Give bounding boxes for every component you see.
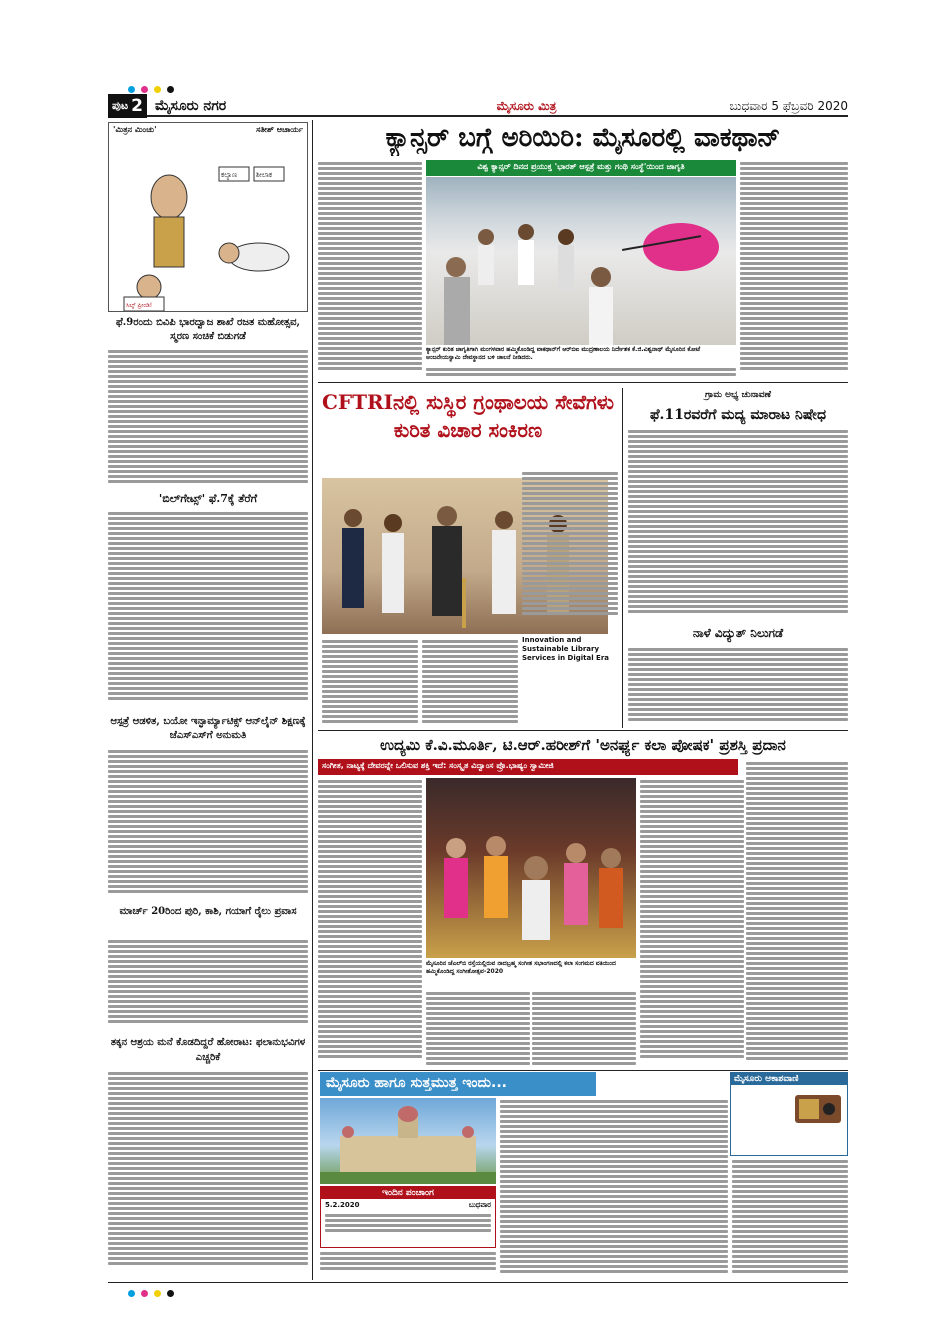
rule: [318, 730, 848, 731]
award-subheadline: ಸಂಗೀತ, ನಾಟ್ಯಕ್ಕೆ ದೇವರನ್ನೇ ಒಲಿಸುವ ಶಕ್ತಿ ಇದೆ: ಸಂಸ್ಕೃತ ವಿದ್ವಾಂಸ ಪ್ರೊ.ಭಾಷ್ಯಂ ಸ್ವಾಮೀಜಿ: [318, 759, 738, 775]
lead-story-col3: [740, 160, 848, 375]
cftri-story-col2: [422, 638, 518, 728]
panchanga: [320, 1186, 496, 1248]
left-story-3: [108, 748, 308, 900]
left-headline-4: ಮಾರ್ಚ್ 20ರಿಂದ ಪುರಿ, ಕಾಶಿ, ಗಯಾಗೆ ರೈಲು ಪ್ರವಾಸ: [119, 906, 297, 917]
rule: [108, 1282, 848, 1283]
left-headline-2: 'ಬಿಲ್‌ಗೇಟ್ಸ್' ಫೆ.7ಕ್ಕೆ ತೆರೆಗೆ: [158, 492, 258, 505]
award-photo: [426, 778, 636, 958]
lead-story-bottom: [426, 366, 736, 380]
page-label: ಪುಟ: [112, 99, 129, 112]
panchanga-day: ಬುಧವಾರ: [468, 1201, 491, 1209]
rule: [318, 1070, 848, 1071]
cartoon-label-2: ಶೀಲಾಕ: [256, 171, 273, 179]
left-story-2: [108, 510, 308, 710]
award-story-col3: [532, 990, 636, 1068]
award-story-col2: [426, 990, 530, 1068]
cftri-story-col3: [522, 470, 618, 728]
lead-banner: ವಿಶ್ವ ಕ್ಯಾನ್ಸರ್ ದಿನದ ಪ್ರಯುಕ್ತ 'ಭಾರತ್ ಆಸ್ಪತ್ರೆ ಮತ್ತು ಗಂಥಿ ಸಂಸ್ಥೆ'ಯಿಂದ ಜಾಗೃತಿ: [426, 160, 736, 176]
right-story-2: [628, 646, 848, 728]
award-story-col1: [318, 778, 422, 1068]
registration-dots: [128, 86, 174, 93]
today-bar: ಮೈಸೂರು ಹಾಗೂ ಸುತ್ತಮುತ್ತ ಇಂದು...: [320, 1072, 596, 1096]
walkathon-photo: [426, 177, 736, 345]
registration-dots-bottom: [128, 1290, 174, 1297]
today-list-col1: [320, 1250, 496, 1280]
column-rule: [312, 120, 313, 1280]
left-headline-1: ಫೆ.9ರಂದು ಬಿವಿಪಿ ಭಾರದ್ವಾಜ ಶಾಖೆ ರಜತ ಮಹೋತ್ಸವ, ಸ್ಮರಣ ಸಂಚಿಕೆ ಬಿಡುಗಡೆ: [115, 317, 300, 342]
akashavani-box: [730, 1072, 848, 1156]
left-headline-3: ಆಸ್ಪತ್ರೆ ಆಡಳಿತ, ಬಯೋ ಇನ್ಫಾರ್ಮ್ಯಾಟಿಕ್ಸ್ ಆನ್‌ಲೈನ್ ಶಿಕ್ಷಣಕ್ಕೆ ಜೆಎಸ್‌ಎಸ್‌ಗೆ ಅನುಮತಿ: [110, 716, 306, 741]
column-rule: [622, 388, 623, 728]
award-story-col4: [640, 778, 744, 1068]
lead-headline: ಕ್ಯಾನ್ಸರ್ ಬಗ್ಗೆ ಅರಿಯಿರಿ: ಮೈಸೂರಲ್ಲಿ ವಾಕಥಾನ್: [385, 123, 781, 153]
cartoon-artist: ಸತೀಶ್ ಆಚಾರ್ಯ: [256, 125, 303, 134]
page-header: [108, 97, 848, 117]
issue-date: ಬುಧವಾರ 5 ಫೆಬ್ರವರಿ 2020: [729, 98, 848, 113]
cartoon-label-3: ಸಿಲ್ಕ್ ಪ್ರೀಂಡಿ!: [126, 302, 153, 309]
right-story-1: [628, 428, 848, 624]
left-story-1: [108, 348, 308, 488]
right-headline-2: ನಾಳೆ ವಿದ್ಯುತ್ ನಿಲುಗಡೆ: [692, 626, 784, 640]
cftri-tagline: Innovation and Sustainable Library Services in Digital Era: [522, 636, 618, 664]
akashavani-list: [732, 1158, 848, 1280]
right-headline-1: ಫೆ.11ರವರೆಗೆ ಮದ್ಯ ಮಾರಾಟ ನಿಷೇಧ: [650, 407, 826, 423]
radio-icon: [793, 1089, 843, 1125]
left-story-5: [108, 1070, 308, 1280]
panchanga-title: ಇಂದಿನ ಪಂಚಾಂಗ: [321, 1187, 495, 1199]
akashavani-title: ಮೈಸೂರು ಆಕಾಶವಾಣಿ: [731, 1073, 847, 1085]
lead-photo-caption: ಕ್ಯಾನ್ಸರ್ ಕುರಿತ ಜಾಗೃತಿಗಾಗಿ ಮಂಗಳವಾರ ಹಮ್ಮಿಕೊಂಡಿದ್ದ ವಾಕಥಾನ್‌ಗೆ ಆರ್‌ಬಿಐ ಮುದ್ರಣಾಲಯ ನಿರ್ದೇಶಕ ಕೆ.ಜಿ.ವಿಶ್ವನಾಥ್ ಮೈಸೂರಿನ ಕೋಟೆ ಆಂಜನೇಯಸ್ವಾಮಿ ದೇವಸ್ಥಾನದ ಬಳಿ ಚಾಲನೆ ನೀಡಿದರು.: [426, 346, 701, 361]
panchanga-date: 5.2.2020: [325, 1201, 360, 1209]
cftri-headline: CFTRIನಲ್ಲಿ ಸುಸ್ಥಿರ ಗ್ರಂಥಾಲಯ ಸೇವೆಗಳು ಕುರಿತ ವಿಚಾರ ಸಂಕಿರಣ: [321, 390, 615, 442]
left-story-4: [108, 938, 308, 1030]
palace-photo: [320, 1098, 496, 1184]
today-list-col2: [500, 1098, 728, 1280]
rule: [318, 382, 848, 383]
page-number-badge: [108, 94, 147, 118]
right-kicker: ಗ್ರಾಮ ಅಭ್ಯ ಚುನಾವಣೆ: [704, 390, 772, 400]
left-headline-5: ತಕ್ಕನ ಆಶ್ರಯ ಮನೆ ಕೊಡದಿದ್ದರೆ ಹೋರಾಟ: ಫಲಾನುಭವಿಗಳ ಎಚ್ಚರಿಕೆ: [110, 1037, 306, 1063]
award-story-col5: [746, 760, 848, 1068]
lead-story-col1: [318, 160, 422, 375]
cartoon: [108, 122, 308, 312]
award-headline: ಉದ್ಯಮಿ ಕೆ.ವಿ.ಮೂರ್ತಿ, ಟಿ.ಆರ್.ಹರೀಶ್‌ಗೆ 'ಅನರ್ಘ್ಯ ಕಲಾ ಪೋಷಕ' ಪ್ರಶಸ್ತಿ ಪ್ರದಾನ: [380, 736, 786, 754]
award-photo-caption: ಮೈಸೂರಿನ ಜೆಎಲ್‌ಬಿ ರಸ್ತೆಯಲ್ಲಿರುವ ನಾದಬ್ರಹ್ಮ ಸಂಗೀತ ಸಭಾಂಗಣದಲ್ಲಿ ಕಲಾ ಸಂಗಮದ ವತಿಯಿಂದ ಹಮ್ಮಿಕೊಂಡಿದ್ದ ಸಂಗೀತೋತ್ಸವ-2020: [426, 960, 616, 975]
cftri-story-col1: [322, 638, 418, 728]
masthead: ಮೈಸೂರು ಮಿತ್ರ: [496, 98, 557, 113]
page-number: 2: [131, 96, 143, 116]
cartoon-label-1: ಕಲ್ಯಾಣ: [221, 171, 238, 179]
section-title: ಮೈಸೂರು ನಗರ: [154, 98, 227, 114]
cartoon-title: 'ಮಿತ್ರನ ಮಿಂಚು': [113, 125, 157, 134]
cartoon-drawing: [109, 137, 307, 312]
